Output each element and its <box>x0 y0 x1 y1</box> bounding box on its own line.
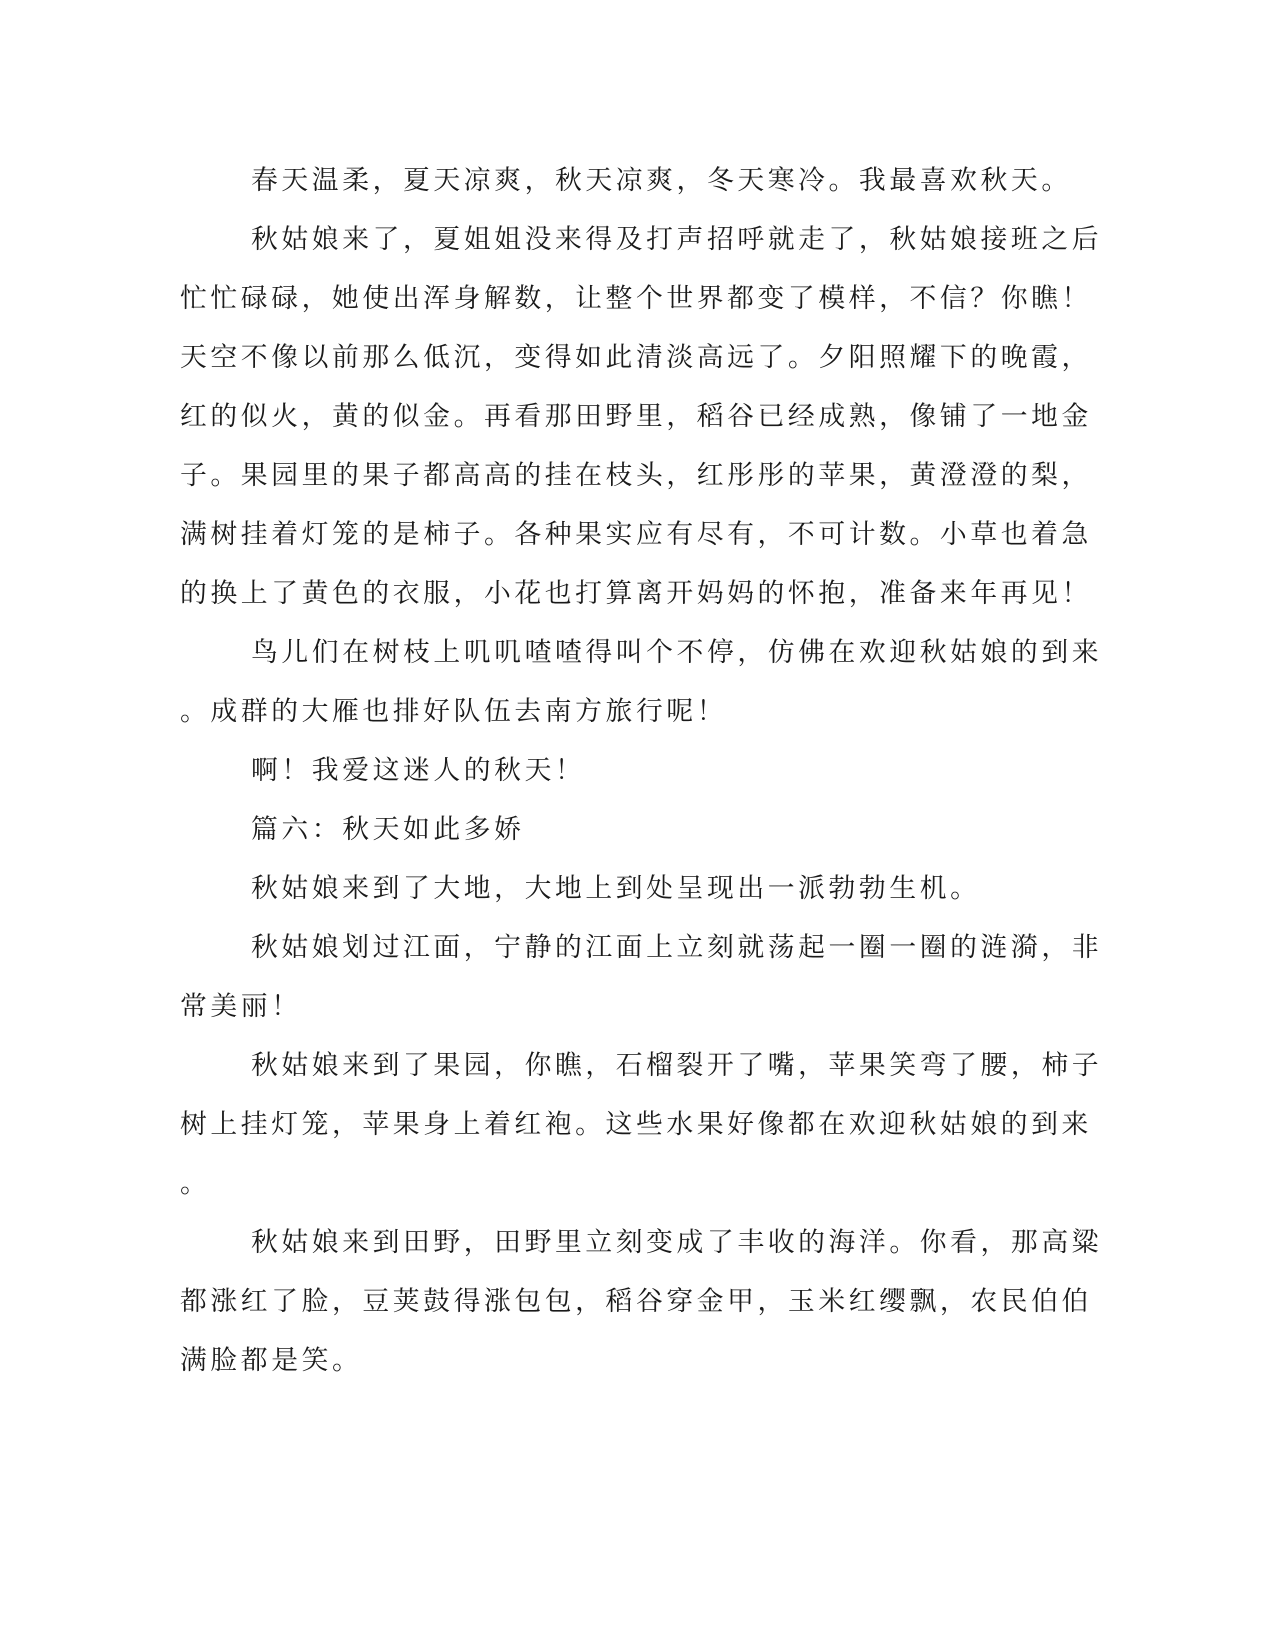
text-line: 的换上了黄色的衣服，小花也打算离开妈妈的怀抱，准备来年再见！ <box>180 578 1092 609</box>
text-line: 鸟儿们在树枝上叽叽喳喳得叫个不停，仿佛在欢迎秋姑娘的到来 <box>251 637 1103 668</box>
text-line: 啊！我爱这迷人的秋天！ <box>251 755 586 786</box>
text-line: 红的似火，黄的似金。再看那田野里，稻谷已经成熟，像铺了一地金 <box>180 401 1092 432</box>
text-line: 满脸都是笑。 <box>180 1345 363 1376</box>
text-line: 秋姑娘来了，夏姐姐没来得及打声招呼就走了，秋姑娘接班之后 <box>251 224 1103 255</box>
text-line: 忙忙碌碌，她使出浑身解数，让整个世界都变了模样，不信？你瞧！ <box>180 283 1092 314</box>
text-line: 秋姑娘来到了果园，你瞧，石榴裂开了嘴，苹果笑弯了腰，柿子 <box>251 1050 1103 1081</box>
text-line: 天空不像以前那么低沉，变得如此清淡高远了。夕阳照耀下的晚霞， <box>180 342 1092 373</box>
text-line: 树上挂灯笼，苹果身上着红袍。这些水果好像都在欢迎秋姑娘的到来 <box>180 1109 1092 1140</box>
text-line: 秋姑娘来到田野，田野里立刻变成了丰收的海洋。你看，那高粱 <box>251 1227 1103 1258</box>
text-line: 都涨红了脸，豆荚鼓得涨包包，稻谷穿金甲，玉米红缨飘，农民伯伯 <box>180 1286 1092 1317</box>
text-line: 春天温柔，夏天凉爽，秋天凉爽，冬天寒冷。我最喜欢秋天。 <box>251 165 1072 196</box>
text-line: 秋姑娘来到了大地，大地上到处呈现出一派勃勃生机。 <box>251 873 981 904</box>
text-line: 。成群的大雁也排好队伍去南方旅行呢！ <box>180 696 728 727</box>
text-line: 满树挂着灯笼的是柿子。各种果实应有尽有，不可计数。小草也着急 <box>180 519 1092 550</box>
text-line: 常美丽！ <box>180 991 302 1022</box>
section-heading: 篇六：秋天如此多娇 <box>251 814 525 845</box>
text-line: 秋姑娘划过江面，宁静的江面上立刻就荡起一圈一圈的涟漪，非 <box>251 932 1103 963</box>
text-line: 子。果园里的果子都高高的挂在枝头，红彤彤的苹果，黄澄澄的梨， <box>180 460 1092 491</box>
text-line: 。 <box>180 1168 211 1199</box>
